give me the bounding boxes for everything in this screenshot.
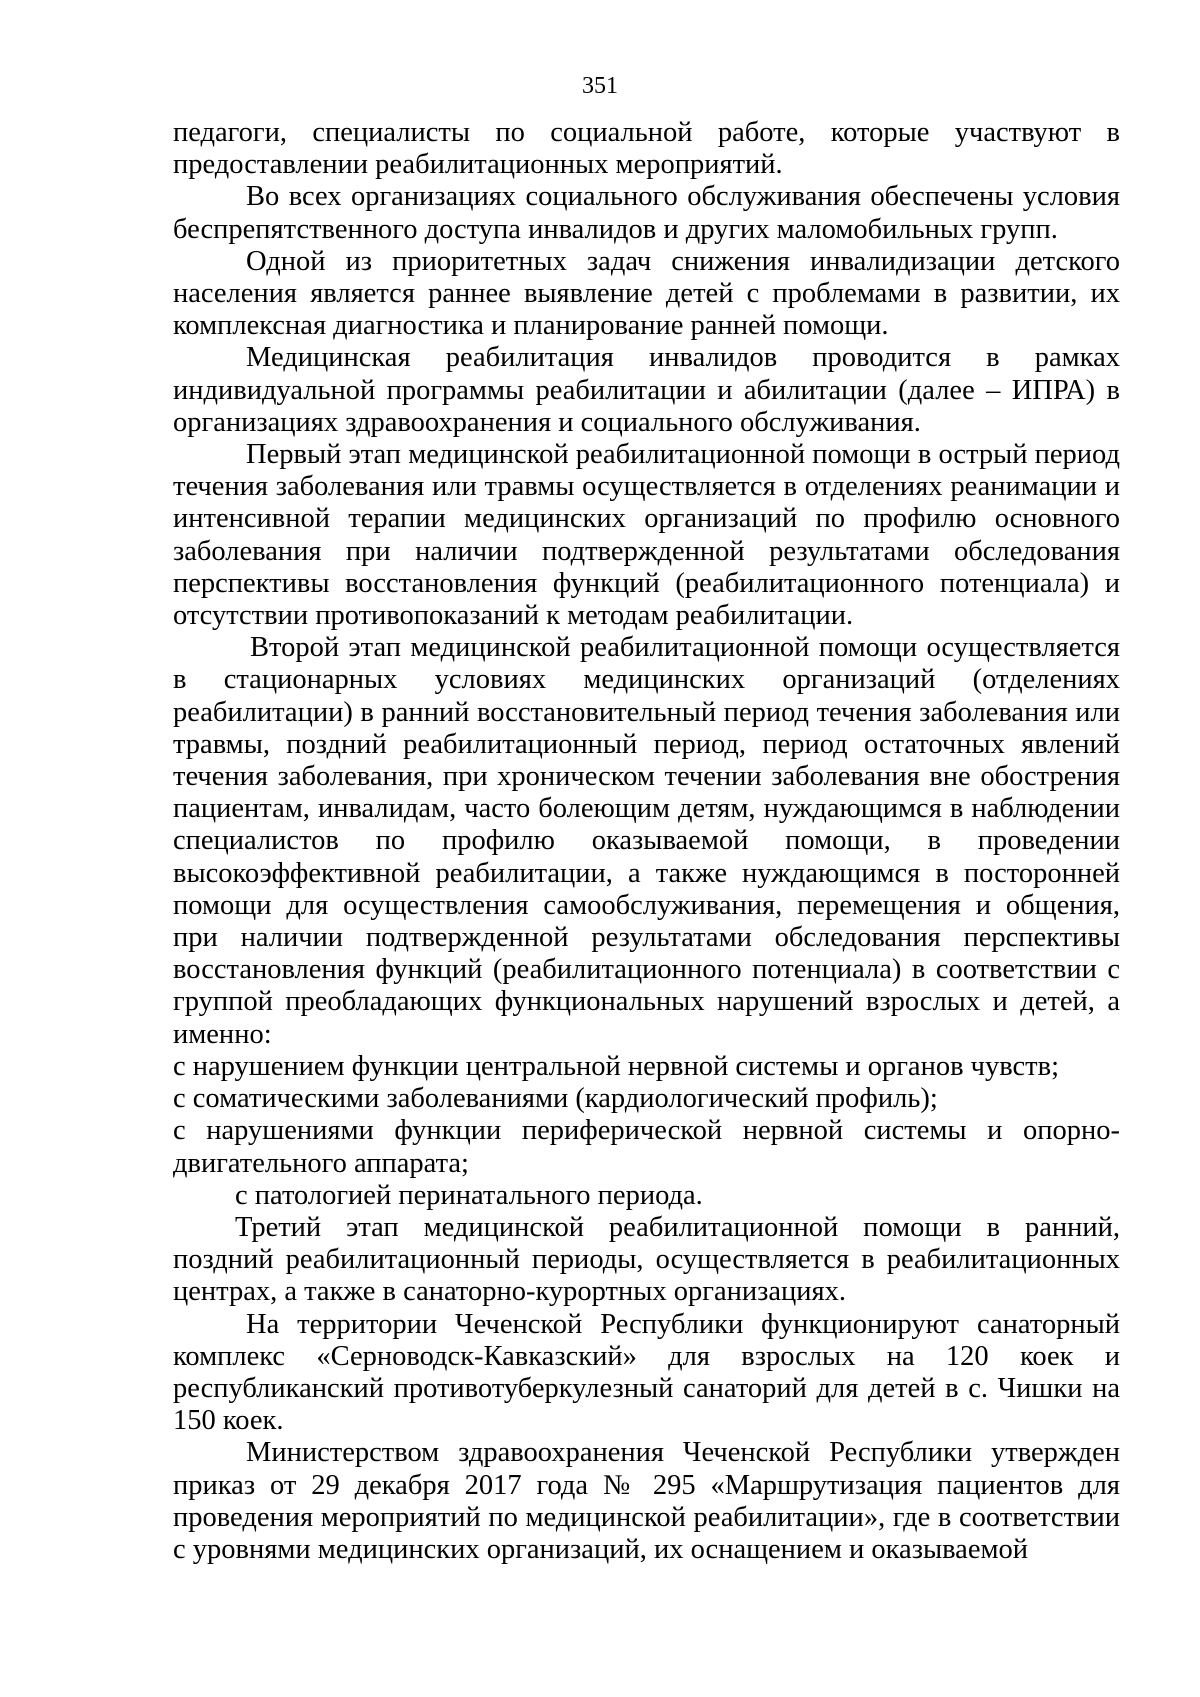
paragraph-continuation: педагоги, специалисты по социальной работе, которые участвуют в предоставлении реабилитационных мероприятий. [173,117,1120,181]
list-item-somatic: с соматическими заболеваниями (кардиологический профиль); [173,1083,938,1115]
paragraph-sanatoriums: На территории Чеченской Республики функционируют санаторный комплекс «Серноводск-Кавказский» для взрослых на 120 коек и республиканский противотуберкулезный санаторий для детей в с. Чишки на 150 коек. [173,1308,1120,1437]
paragraph-first-stage: Первый этап медицинской реабилитационной помощи в острый период течения заболевания или травмы осуществляется в отделениях реанимации и интенсивной терапии медицинских организаций по профилю основного заболевания при наличии подтвержденной результатами обследования перспективы восстановления функций (реабилитационного потенциала) и отсутствии противопоказаний к методам реабилитации. [173,439,1120,632]
page-number: 351 [582,73,618,99]
list-item-cns: с нарушением функции центральной нервной системы и органов чувств; [173,1050,1060,1082]
list-item-perinatal: с патологией перинатального периода. [235,1179,703,1211]
paragraph-ministry-order: Министерством здравоохранения Чеченской Республики утвержден приказ от 29 декабря 2017 года № 295 «Маршрутизация пациентов для проведения мероприятий по медицинской реабилитации», где в соответствии с уровнями медицинских организаций, их оснащением и оказываемой [173,1437,1120,1565]
list-item-peripheral: с нарушениями функции периферической нервной системы и опорно-двигательного аппарата; [173,1115,1120,1179]
paragraph-ipra: Медицинская реабилитация инвалидов проводится в рамках индивидуальной программы реабилитации и абилитации (далее – ИПРА) в организациях здравоохранения и социального обслуживания. [173,342,1120,438]
document-body [173,117,1120,1566]
paragraph-third-stage: Третий этап медицинской реабилитационной помощи в ранний, поздний реабилитационный периоды, осуществляется в реабилитационных центрах, а также в санаторно-курортных организациях. [173,1211,1120,1308]
paragraph-accessibility: Во всех организациях социального обслуживания обеспечены условия беспрепятственного доступа инвалидов и других маломобильных групп. [173,181,1120,245]
paragraph-second-stage: Второй этап медицинской реабилитационной помощи осуществляется в стационарных условиях медицинских организаций (отделениях реабилитации) в ранний восстановительный период течения заболевания или травмы, поздний реабилитационный период, период остаточных явлений течения заболевания, при хроническом течении заболевания вне обострения пациентам, инвалидам, часто болеющим детям, нуждающимся в наблюдении специалистов по профилю оказываемой помощи, в проведении высокоэффективной реабилитации, а также нуждающимся в посторонней помощи для осуществления самообслуживания, перемещения и общения, при наличии подтвержденной результатами обследования перспективы восстановления функций (реабилитационного потенциала) в соответствии с группой преобладающих функциональных нарушений взрослых и детей, а именно: [173,632,1120,1050]
paragraph-early-detection: Одной из приоритетных задач снижения инвалидизации детского населения является раннее выявление детей с проблемами в развитии, их комплексная диагностика и планирование ранней помощи. [173,245,1120,342]
